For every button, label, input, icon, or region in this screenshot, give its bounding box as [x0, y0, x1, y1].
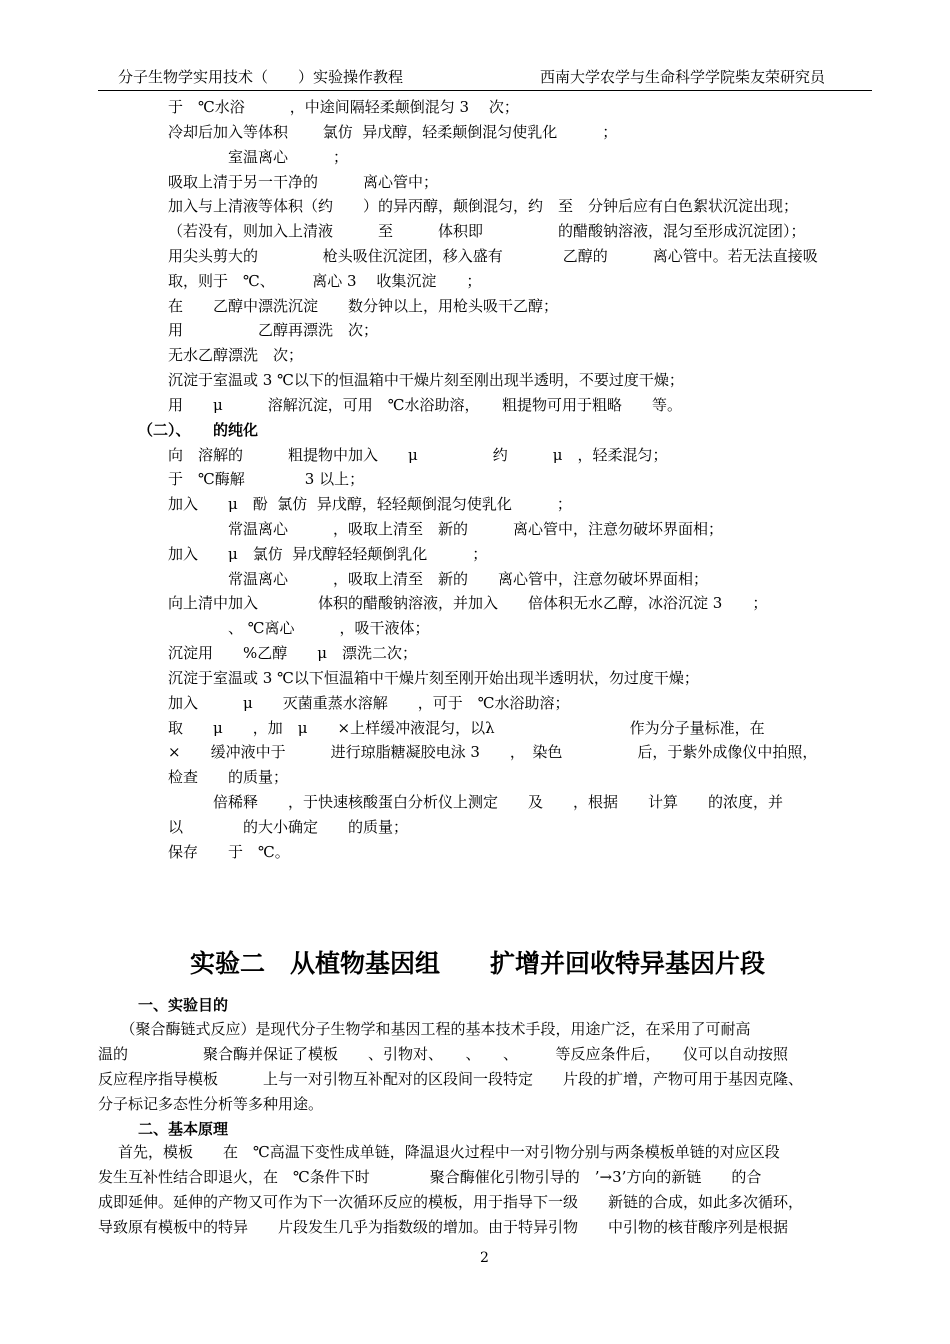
- text-line: （若没有，则加入上清液 至 体积即 的醋酸钠溶液，混匀至形成沉淀团）；: [168, 222, 806, 240]
- text-line: 成即延伸。延伸的产物又可作为下一次循环反应的模板，用于指导下一级 新链的合成，如此多次循环，: [98, 1193, 804, 1211]
- text-line: 以 的大小确定 的质量；: [168, 818, 409, 836]
- text-line: 用 乙醇再漂洗 次；: [168, 321, 379, 339]
- text-line: 检查 的质量；: [168, 768, 289, 786]
- text-line: 吸取上清于另一干净的 离心管中；: [168, 173, 439, 191]
- text-line: 沉淀用 %乙醇 μ 漂洗二次；: [168, 644, 418, 662]
- text-line: 无水乙醇漂洗 次；: [168, 346, 304, 364]
- text-line: 发生互补性结合即退火，在 ℃条件下时 聚合酶催化引物引导的 ’→3’方向的新链 的合: [98, 1168, 762, 1186]
- page-number: 2: [480, 1250, 489, 1266]
- text-line: 在 乙醇中漂洗沉淀 数分钟以上，用枪头吸干乙醇；: [168, 297, 559, 315]
- header-left: 分子生物学实用技术（ ）实验操作教程: [118, 68, 404, 86]
- text-line: 用尖头剪大的 枪头吸住沉淀团，移入盛有 乙醇的 离心管中。若无法直接吸: [168, 247, 818, 265]
- text-line: 于 ℃水浴 ，中途间隔轻柔颠倒混匀 3 次；: [168, 98, 519, 116]
- section-heading: （二）、 的纯化: [138, 421, 259, 439]
- text-line: 沉淀于室温或 3 ℃以下恒温箱中干燥片刻至刚开始出现半透明状，勿过度干燥；: [168, 669, 699, 687]
- text-line: 取 μ ，加 μ ×上样缓冲液混匀，以λ 作为分子量标准，在: [168, 719, 765, 737]
- text-line: 分子标记多态性分析等多种用途。: [98, 1095, 324, 1113]
- text-line: 反应程序指导模板 上与一对引物互补配对的区段间一段特定 片段的扩增，产物可用于基因克隆、: [98, 1070, 804, 1088]
- header-right: 西南大学农学与生命科学学院柴友荣研究员: [540, 68, 826, 86]
- text-line: 加入 μ 氯仿 异戊醇轻轻颠倒乳化 ；: [168, 545, 488, 563]
- text-line: 向上清中加入 体积的醋酸钠溶液，并加入 倍体积无水乙醇，冰浴沉淀 3 ；: [168, 594, 768, 612]
- text-line: 取，则于 ℃、 离心 3 收集沉淀 ；: [168, 272, 482, 290]
- text-line: 、 ℃离心 ，吸干液体；: [168, 619, 430, 637]
- text-line: 温的 聚合酶并保证了模板 、引物对、 、 、 等反应条件后， 仪可以自动按照: [98, 1045, 789, 1063]
- text-line: 室温离心 ；: [168, 148, 349, 166]
- text-line: 保存 于 ℃。: [168, 843, 290, 861]
- subsection-heading: 二、基本原理: [138, 1120, 229, 1138]
- text-line: 导致原有模板中的特异 片段发生几乎为指数级的增加。由于特异引物 中引物的核苷酸序列是根据: [98, 1218, 789, 1236]
- text-line: 用 μ 溶解沉淀，可用 ℃水浴助溶， 粗提物可用于粗略 等。: [168, 396, 683, 414]
- text-line: 冷却后加入等体积 氯仿 异戊醇，轻柔颠倒混匀使乳化 ；: [168, 123, 618, 141]
- text-line: 加入与上清液等体积（约 ）的异丙醇，颠倒混匀，约 至 分钟后应有白色絮状沉淀出现；: [168, 197, 799, 215]
- text-line: 加入 μ 酚 氯仿 异戊醇，轻轻颠倒混匀使乳化 ；: [168, 495, 572, 513]
- experiment-title: 实验二 从植物基因组 扩增并回收特异基因片段: [190, 949, 766, 978]
- text-line: （聚合酶链式反应）是现代分子生物学和基因工程的基本技术手段，用途广泛，在采用了可耐高: [98, 1020, 751, 1038]
- text-line: 首先，模板 在 ℃高温下变性成单链，降温退火过程中一对引物分别与两条模板单链的对应区段: [118, 1143, 780, 1161]
- text-line: × 缓冲液中于 进行琼脂糖凝胶电泳 3 ， 染色 后，于紫外成像仪中拍照，: [168, 743, 818, 761]
- text-line: 常温离心 ，吸取上清至 新的 离心管中，注意勿破坏界面相；: [168, 570, 709, 588]
- text-line: 沉淀于室温或 3 ℃以下的恒温箱中干燥片刻至刚出现半透明，不要过度干燥；: [168, 371, 684, 389]
- text-line: 常温离心 ，吸取上清至 新的 离心管中，注意勿破坏界面相；: [168, 520, 724, 538]
- text-line: 加入 μ 灭菌重蒸水溶解 ，可于 ℃水浴助溶；: [168, 694, 570, 712]
- header-rule: [98, 90, 872, 91]
- text-line: 向 溶解的 粗提物中加入 μ 约 μ ，轻柔混匀；: [168, 446, 668, 464]
- text-line: 倍稀释 ，于快速核酸蛋白分析仪上测定 及 ，根据 计算 的浓度，并: [168, 793, 784, 811]
- subsection-heading: 一、实验目的: [138, 996, 229, 1014]
- text-line: 于 ℃酶解 3 以上；: [168, 470, 365, 488]
